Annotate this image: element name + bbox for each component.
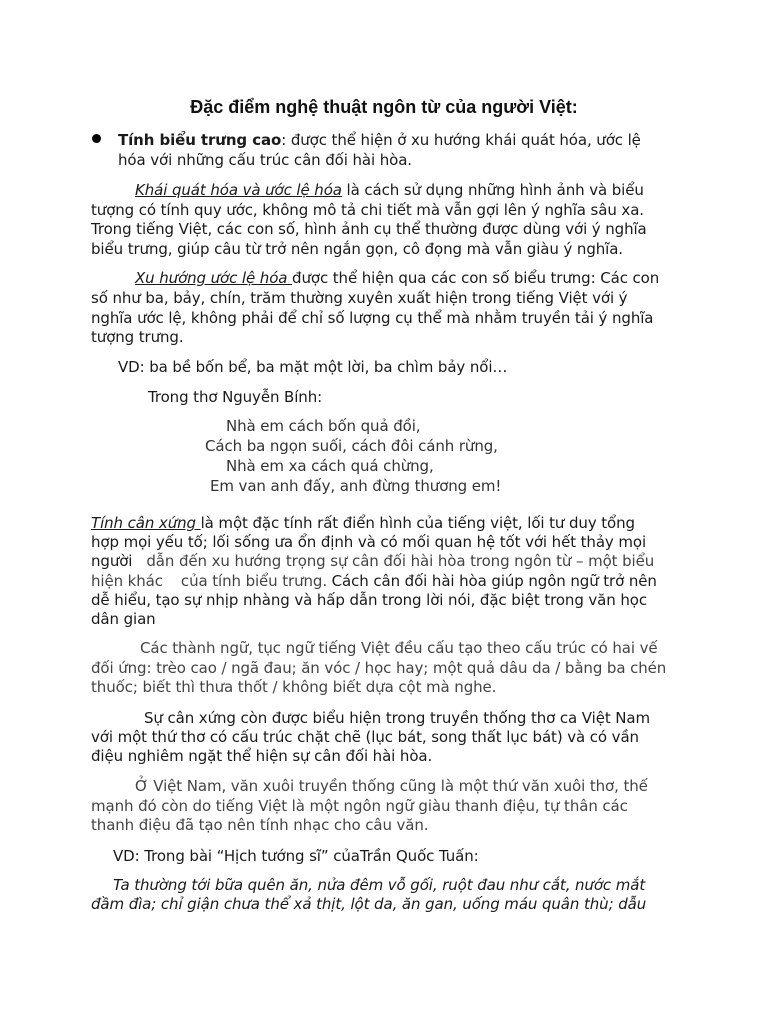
p3-line-3-start: người bbox=[91, 552, 133, 570]
p3-line-1 bbox=[91, 513, 635, 533]
p6-line-2: mạnh đó còn do tiếng Việt là một ngôn ngữ giàu thanh điệu, tự thân các bbox=[91, 797, 628, 815]
document-title: Đặc điểm nghệ thuật ngôn từ của người Việt: bbox=[190, 97, 578, 117]
quote-line-2: đầm đìa; chỉ giận chưa thể xả thịt, lột da, ăn gan, uống máu quân thù; dẫu bbox=[91, 895, 647, 913]
bullet-line-1 bbox=[118, 130, 641, 150]
p1-line-1 bbox=[135, 180, 644, 200]
p2-line-3: nghĩa ước lệ, không phải để chỉ số lượng cụ thể mà nhằm truyền tải ý nghĩa bbox=[91, 309, 654, 327]
bullet-term: Tính biểu trưng cao bbox=[118, 131, 282, 149]
p2-text: được thể hiện qua các con số biểu trưng: Các con bbox=[292, 269, 660, 287]
p5-line-2: với một thứ thơ có cấu trúc chặt chẽ (lục bát, song thất lục bát) và có vần bbox=[91, 728, 639, 746]
p3-line-2: hợp mọi yếu tố; lối sống ưa ổn định và có mối quan hệ tốt với hết thảy mọi bbox=[91, 533, 647, 551]
p1-line-3: Trong tiếng Việt, các con số, hình ảnh cụ thể thường được dùng với ý nghĩa bbox=[91, 220, 647, 238]
p4-line-3: thuốc; biết thì thưa thốt / không biết dựa cột mà nghe. bbox=[91, 678, 497, 696]
p3-line-6: dân gian bbox=[91, 610, 156, 628]
p4-line-1: Các thành ngữ, tục ngữ tiếng Việt đều cấu tạo theo cấu trúc có hai vế bbox=[140, 639, 658, 657]
p6-line-1: Ở Việt Nam, văn xuôi truyền thống cũng là một thứ văn xuôi thơ, thế bbox=[135, 777, 648, 795]
p3-line-3 bbox=[91, 551, 654, 571]
p3-line-4-end: Cách cân đối hài hòa giúp ngôn ngữ trở nên bbox=[327, 572, 657, 590]
quote-line-1: Ta thường tới bữa quên ăn, nửa đêm vỗ gối, ruột đau như cắt, nước mắt bbox=[113, 876, 646, 894]
p1-line-2: tượng có tính quy ước, không mô tả chi tiết mà vẫn gợi lên ý nghĩa sâu xa. bbox=[91, 201, 644, 219]
p5-line-1: Sự cân xứng còn được biểu hiện trong truyền thống thơ ca Việt Nam bbox=[144, 709, 651, 727]
poem-line-2: Cách ba ngọn suối, cách đôi cánh rừng, bbox=[205, 437, 498, 455]
p5-line-3: điệu nghiêm ngặt thể hiện sự cân đối hài hòa. bbox=[91, 747, 433, 765]
bullet-icon bbox=[92, 134, 101, 143]
p3-text: là một đặc tính rất điển hình của tiếng việt, lối tư duy tổng bbox=[200, 514, 635, 532]
poem-line-4: Em van anh đấy, anh đừng thương em! bbox=[210, 477, 502, 495]
bullet-text: : được thể hiện ở xu hướng khái quát hóa, ước lệ bbox=[281, 131, 641, 149]
poem-line-1: Nhà em cách bốn quả đồi, bbox=[226, 417, 421, 435]
p6-line-3: thanh điệu đã tạo nên tính nhạc cho câu văn. bbox=[91, 816, 429, 834]
example-2: VD: Trong bài “Hịch tướng sĩ” củaTrần Quốc Tuấn: bbox=[113, 847, 479, 865]
p3-line-4-start: hiện khác bbox=[91, 572, 163, 590]
p2-term: Xu hướng ước lệ hóa bbox=[135, 269, 293, 287]
p1-text: là cách sử dụng những hình ảnh và biểu bbox=[341, 181, 644, 199]
p2-line-1 bbox=[135, 268, 659, 288]
p2-line-2: số như ba, bảy, chín, trăm thường xuyên xuất hiện trong tiếng Việt với ý bbox=[91, 289, 628, 307]
bullet-line-2: hóa với những cấu trúc cân đối hài hòa. bbox=[118, 151, 412, 169]
p3-line-4-mid: của tính biểu trưng. bbox=[180, 572, 328, 590]
p1-line-4: biểu trưng, giúp câu từ trở nên ngắn gọn, cô đọng mà vẫn giàu ý nghĩa. bbox=[91, 240, 623, 258]
poem-line-3: Nhà em xa cách quá chừng, bbox=[226, 457, 434, 475]
p4-line-2: đối ứng: trèo cao / ngã đau; ăn vóc / học hay; một quả dâu da / bằng ba chén bbox=[91, 659, 667, 677]
p1-term: Khái quát hóa và ước lệ hóa bbox=[135, 181, 342, 199]
example-1: VD: ba bề bốn bể, ba mặt một lời, ba chìm bảy nổi… bbox=[118, 358, 508, 376]
p3-line-5: dễ hiểu, tạo sự nhịp nhàng và hấp dẫn trong lời nói, đặc biệt trong văn học bbox=[91, 591, 647, 609]
p3-term: Tính cân xứng bbox=[91, 514, 201, 532]
p3-line-4 bbox=[91, 571, 657, 591]
p3-line-3-rest: dẫn đến xu hướng trọng sự cân đối hài hòa trong ngôn từ – một biểu bbox=[146, 552, 655, 570]
p2-line-4: tượng trưng. bbox=[91, 328, 184, 346]
poem-intro: Trong thơ Nguyễn Bính: bbox=[148, 388, 323, 406]
